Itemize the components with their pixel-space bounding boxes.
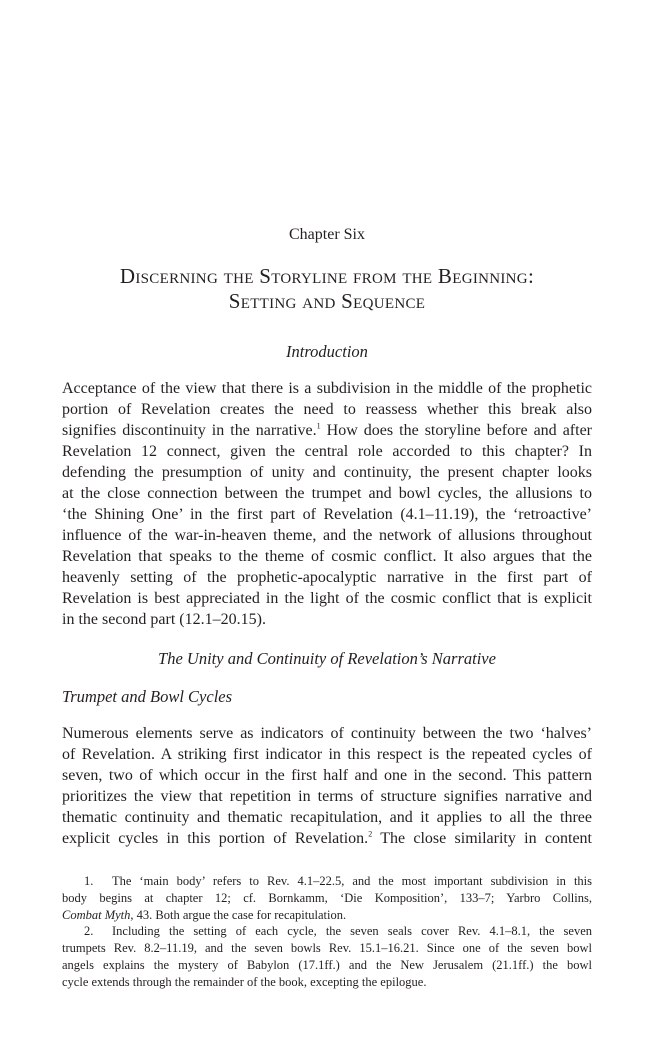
trumpet-bowl-subheading: Trumpet and Bowl Cycles xyxy=(62,687,233,706)
text-segment: explicit cycles in this portion of Revelation. xyxy=(62,830,369,847)
cited-title: Combat Myth xyxy=(62,907,131,922)
text-line: in the second part (12.1–20.15). xyxy=(62,611,266,628)
text-segment: , 43. Both argue the case for recapitulation. xyxy=(130,907,347,922)
text-line: heavenly setting of the prophetic-apocalyptic narrative in the first part of xyxy=(62,569,592,586)
footnote-2-line: trumpets Rev. 8.2–11.19, and the seven bowls Rev. 15.1–16.21. Since one of the seven bowl xyxy=(62,941,592,956)
text-segment: Including the setting of each cycle, the seven seals cover Rev. 4.1–8.1, the seven xyxy=(112,924,592,939)
text-segment: signifies discontinuity in the narrative. xyxy=(62,422,317,439)
text-segment: The close similarity in content xyxy=(372,830,593,847)
text-line: of Revelation. A striking first indicator in this respect is the repeated cycles of xyxy=(62,746,592,763)
unity-paragraph xyxy=(62,723,592,849)
text-line: thematic continuity and thematic recapitulation, and it applies to all the three xyxy=(62,809,592,826)
text-line: Revelation that speaks to the theme of cosmic conflict. It also argues that the xyxy=(62,548,592,565)
text-line: influence of the war-in-heaven theme, and the network of allusions throughout xyxy=(62,527,592,544)
footnote-ref-1: 1 xyxy=(316,421,321,431)
footnote-2-line: angels explains the mystery of Babylon (17.1ff.) and the New Jerusalem (21.1ff.) the bowl xyxy=(62,957,592,972)
text-line xyxy=(62,420,592,441)
text-line: Numerous elements serve as indicators of continuity between the two ‘halves’ xyxy=(62,725,592,742)
text-line: at the close connection between the trumpet and bowl cycles, the allusions to xyxy=(62,485,592,502)
footnote-1-line xyxy=(62,873,592,890)
text-line: portion of Revelation creates the need to reassess whether this break also xyxy=(62,401,592,418)
footnote-2-line xyxy=(62,923,592,940)
chapter-label: Chapter Six xyxy=(289,226,365,243)
unity-section-heading: The Unity and Continuity of Revelation’s Narrative xyxy=(158,649,496,668)
footnotes xyxy=(62,873,592,991)
footnote-ref-2: 2 xyxy=(368,829,373,839)
text-line: seven, two of which occur in the first half and one in the second. This pattern xyxy=(62,767,592,784)
text-segment: How does the storyline before and after xyxy=(320,422,592,439)
chapter-title-line-2: Setting and Sequence xyxy=(228,289,426,313)
chapter-title-line-1: Discerning the Storyline from the Beginning: xyxy=(119,264,535,288)
footnote-number: 2. xyxy=(84,924,94,939)
text-segment: The ‘main body’ refers to Rev. 4.1–22.5, and the most important subdivision in this xyxy=(112,874,592,888)
text-line xyxy=(62,828,592,849)
introduction-heading: Introduction xyxy=(286,342,368,361)
footnote-2-line: cycle extends through the remainder of the book, excepting the epilogue. xyxy=(62,974,427,989)
footnote-number: 1. xyxy=(84,874,94,888)
text-line: Acceptance of the view that there is a subdivision in the middle of the prophetic xyxy=(62,380,592,397)
footnote-1-line xyxy=(62,907,592,924)
text-line: prioritizes the view that repetition in terms of structure signifies narrative and xyxy=(62,788,592,805)
text-line: Revelation is best appreciated in the light of the cosmic conflict that is explicit xyxy=(62,590,592,607)
chapter-title xyxy=(62,264,592,314)
text-line: Revelation 12 connect, given the central role accorded to this chapter? In xyxy=(62,443,592,460)
text-line: defending the presumption of unity and continuity, the present chapter looks xyxy=(62,464,592,481)
text-line: ‘the Shining One’ in the first part of Revelation (4.1–11.19), the ‘retroactive’ xyxy=(62,506,592,523)
introduction-paragraph xyxy=(62,378,592,630)
footnote-1-line: body begins at chapter 12; cf. Bornkamm, ‘Die Komposition’, 133–7; Yarbro Collins, xyxy=(62,890,592,905)
